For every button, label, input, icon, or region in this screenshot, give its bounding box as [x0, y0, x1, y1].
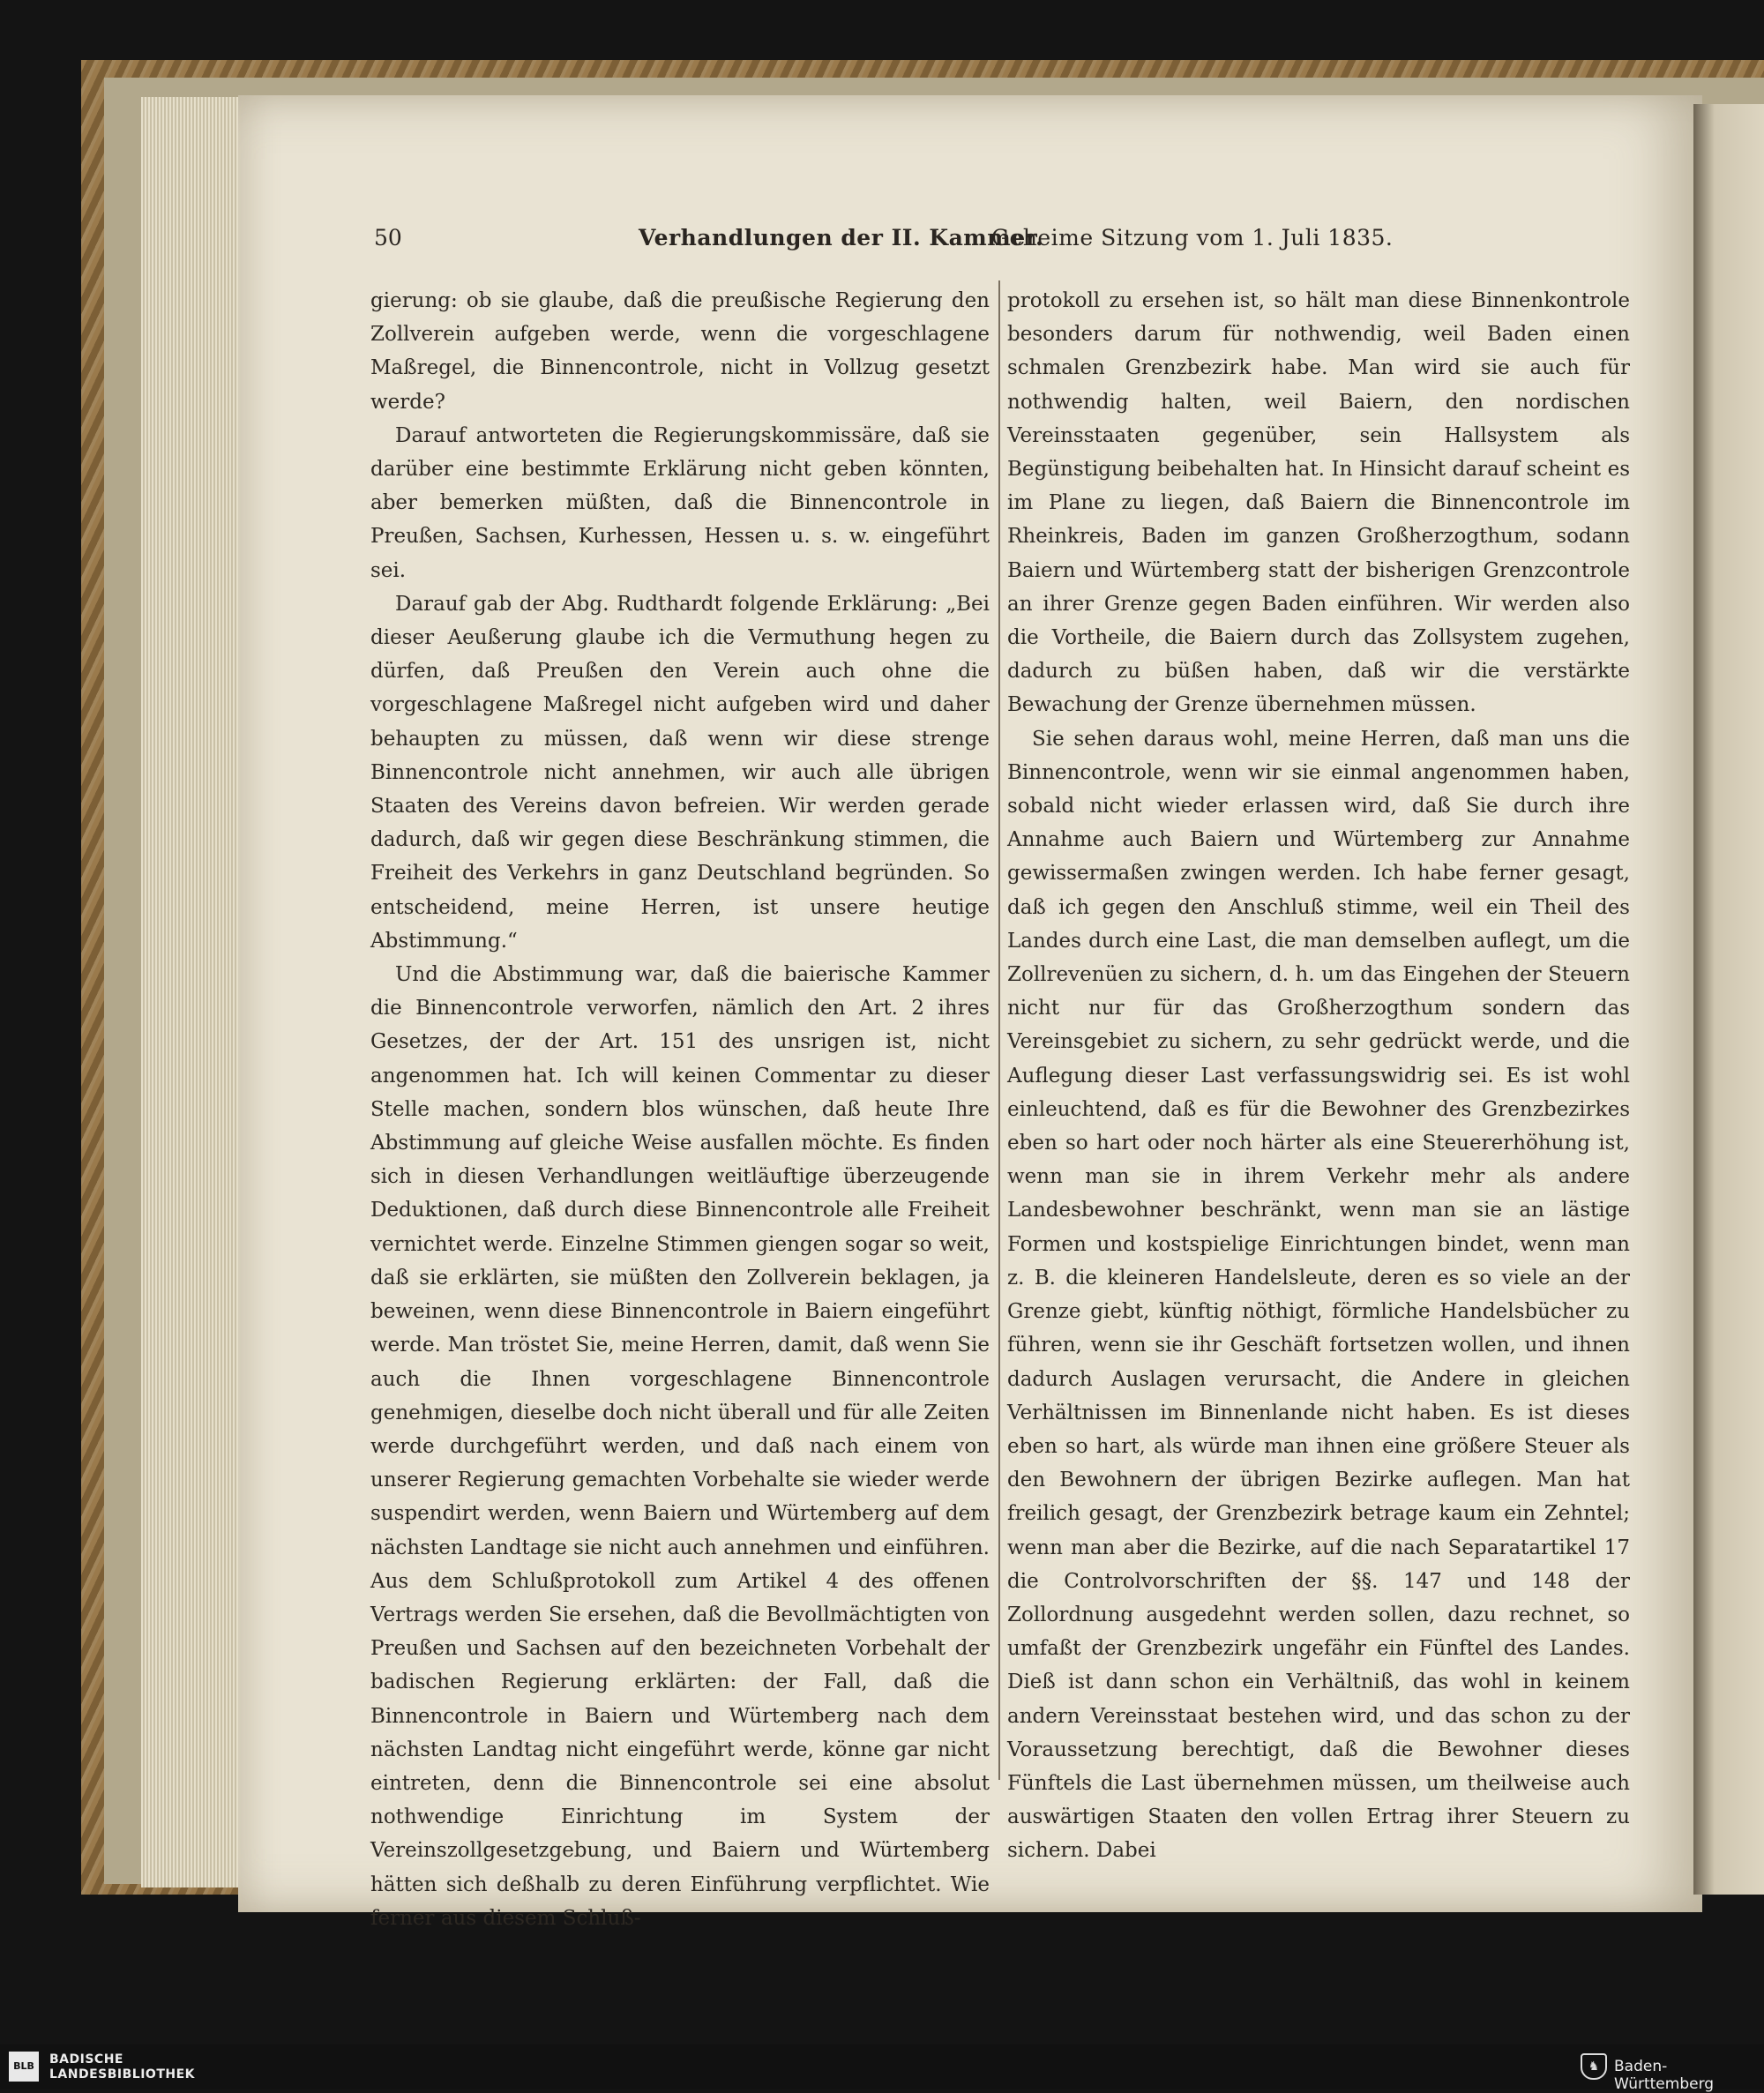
library-name	[49, 2052, 195, 2082]
paragraph: Darauf gab der Abg. Rudthardt folgende Erklärung: „Bei dieser Aeußerung glaube ich die Vermuthung hegen zu dürfen, daß Preußen den Verein auch ohne die vorgeschlagene Maßregel nicht aufgeben wird und daher behaupten zu müssen, daß wenn wir diese strenge Binnencontrole nicht annehmen, wir auch alle übrigen Staaten des Vereins davon befreien. Wir werden gerade dadurch, daß wir gegen diese Beschränkung stimmen, die Freiheit des Verkehrs in ganz Deutschland begründen. So entscheidend, meine Herren, ist unsere heutige Abstimmung.“	[370, 592, 990, 953]
state-name: Baden-Württemberg	[1614, 2058, 1715, 2093]
right-column	[1007, 284, 1630, 1863]
page-number: 50	[374, 225, 402, 250]
session-title: Geheime Sitzung vom 1. Juli 1835.	[991, 225, 1394, 250]
column-divider	[998, 280, 1000, 1780]
footer-bar	[0, 2044, 1764, 2093]
paragraph: Darauf antworteten die Regierungskommissäre, daß sie darüber eine bestimmte Erklärung nicht geben könnten, aber bemerken müßten, daß die Binnencontrole in Preußen, Sachsen, Kurhessen, Hessen u. s. w. eingeführt sei.	[370, 423, 990, 582]
coat-of-arms-icon: ♞	[1581, 2053, 1607, 2080]
left-column	[370, 284, 990, 1930]
page-header	[374, 225, 1394, 260]
paragraph: gierung: ob sie glaube, daß die preußische Regierung den Zollverein aufgeben werde, wenn die vorgeschlagene Maßregel, die Binnencontrole, nicht in Vollzug gesetzt werde?	[370, 289, 990, 414]
facing-page-edge	[1693, 104, 1764, 1895]
paragraph: protokoll zu ersehen ist, so hält man diese Binnenkontrole besonders darum für nothwendig, weil Baden einen schmalen Grenzbezirk habe. Man wird sie auch für nothwendig halten, weil Baiern, den nordischen Vereinsstaaten gegenüber, sein Hallsystem als Begünstigung beibehalten hat. In Hinsicht darauf scheint es im Plane zu liegen, daß Baiern die Binnencontrole im Rheinkreis, Baden im ganzen Großherzogthum, sodann Baiern und Würtemberg statt der bisherigen Grenzcontrole an ihrer Grenze gegen Baden einführen. Wir werden also die Vortheile, die Baiern durch das Zollsystem zugehen, dadurch zu büßen haben, daß wir die verstärkte Bewachung der Grenze übernehmen müssen.	[1007, 289, 1630, 717]
paragraph: Sie sehen daraus wohl, meine Herren, daß man uns die Binnencontrole, wenn wir sie einmal angenommen haben, sobald nicht wieder erlassen wird, daß Sie durch ihre Annahme auch Baiern und Würtemberg zur Annahme gewissermaßen zwingen werden. Ich habe ferner gesagt, daß ich gegen den Anschluß stimme, weil ein Theil des Landes durch eine Last, die man demselben auflegt, um die Zollrevenüen zu sichern, d. h. um das Eingehen der Steuern nicht nur für das Großherzogthum sondern das Vereinsgebiet zu sichern, zu sehr gedrückt werde, und die Auflegung dieser Last verfassungswidrig sei. Es ist wohl einleuchtend, daß es für die Bewohner des Grenzbezirkes eben so hart oder noch härter als eine Steuererhöhung ist, wenn man sie in ihrem Verkehr mehr als andere Landesbewohner beschränkt, wenn man sie an lästige Formen und kostspielige Einrichtungen bindet, wenn man z. B. die kleineren Handelsleute, deren es so viele an der Grenze giebt, künftig nöthigt, förmliche Handelsbücher zu führen, wenn sie ihr Geschäft fortsetzen wollen, und ihnen dadurch Auslagen verursacht, die Andere in gleichen Verhältnissen im Binnenlande nicht haben. Es ist dieses eben so hart, als würde man ihnen eine größere Steuer als den Bewohnern der übrigen Bezirke auflegen. Man hat freilich gesagt, der Grenzbezirk betrage kaum ein Zehntel; wenn man aber die Bezirke, auf die nach Separatartikel 17 die Controlvorschriften der §§. 147 und 148 der Zollordnung ausgedehnt werden sollen, dazu rechnet, so umfaßt der Grenzbezirk ungefähr ein Fünftel des Landes. Dieß ist dann schon ein Verhältniß, das wohl in keinem andern Vereinsstaat bestehen wird, und das schon zu der Voraussetzung berechtigt, daß die Bewohner dieses Fünftels die Last übernehmen müssen, um theilweise auch auswärtigen Staaten den vollen Ertrag ihrer Steuern zu sichern. Dabei	[1007, 727, 1630, 1863]
library-name-line2: LANDESBIBLIOTHEK	[49, 2067, 196, 2082]
running-title: Verhandlungen der II. Kammer.	[639, 225, 1044, 250]
page-edges	[141, 97, 247, 1887]
paragraph: Und die Abstimmung war, daß die baierische Kammer die Binnencontrole verworfen, nämlich den Art. 2 ihres Gesetzes, der der Art. 151 des unsrigen ist, nicht angenommen hat. Ich will keinen Commentar zu dieser Stelle machen, sondern blos wünschen, daß heute Ihre Abstimmung auf gleiche Weise ausfallen möchte. Es finden sich in diesen Verhandlungen weitläuftige überzeugende Deduktionen, daß durch diese Binnencontrole alle Freiheit vernichtet werde. Einzelne Stimmen giengen sogar so weit, daß sie erklärten, sie müßten den Zollverein beklagen, ja beweinen, wenn diese Binnencontrole in Baiern eingeführt werde. Man tröstet Sie, meine Herren, damit, daß wenn Sie auch die Ihnen vorgeschlagene Binnencontrole genehmigen, dieselbe doch nicht überall und für alle Zeiten werde durchgeführt werden, und daß nach einem von unserer Regierung gemachten Vorbehalte sie wieder werde suspendirt werden, wenn Baiern und Würtemberg auf dem nächsten Landtage sie nicht auch annehmen und einführen. Aus dem Schlußprotokoll zum Artikel 4 des offenen Vertrags werden Sie ersehen, daß die Bevollmächtigten von Preußen und Sachsen auf den bezeichneten Vorbehalt der badischen Regierung erklärten: der Fall, daß die Binnencontrole in Baiern und Würtemberg nach dem nächsten Landtag nicht eingeführt werde, könne gar nicht eintreten, denn die Binnencontrole sei eine absolut nothwendige Einrichtung im System der Vereinszollgesetzgebung, und Baiern und Würtemberg hätten sich deßhalb zu deren Einführung verpflichtet. Wie ferner aus diesem Schluß-	[370, 963, 990, 1930]
library-name-line1: BADISCHE	[49, 2052, 123, 2067]
library-logo-icon: BLB	[9, 2052, 39, 2082]
